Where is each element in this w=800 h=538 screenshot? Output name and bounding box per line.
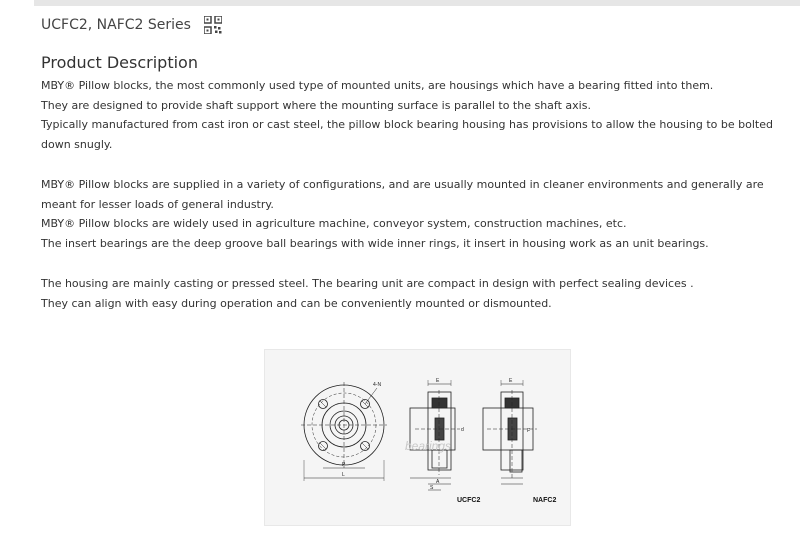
dim-a-label: A bbox=[436, 479, 440, 485]
dim-e-label-nafc2: E bbox=[509, 378, 513, 384]
description-line: MBY® Pillow blocks, the most commonly used type of mounted units, are housings which have a bearing fitted into them. bbox=[41, 79, 714, 92]
dim-d-label: d bbox=[461, 427, 464, 433]
nafc2-label: NAFC2 bbox=[533, 497, 557, 504]
top-bar bbox=[34, 0, 800, 6]
qr-code-icon[interactable] bbox=[204, 16, 222, 34]
ucfc2-label: UCFC2 bbox=[457, 497, 481, 504]
dim-f-label: F bbox=[527, 428, 531, 434]
description-line: The housing are mainly casting or pressed steel. The bearing unit are compact in design with perfect sealing devices . bbox=[41, 277, 694, 290]
description-line: Typically manufactured from cast iron or cast steel, the pillow block bearing housing has provisions to allow the housing to be bolted down snugly. bbox=[41, 118, 773, 151]
description-line: They can align with easy during operation and can be conveniently mounted or dismounted. bbox=[41, 296, 552, 310]
description-line: MBY® Pillow blocks are supplied in a variety of configurations, and are usually mounted in cleaner environments and generally are meant for lesser loads of general industry. bbox=[41, 178, 764, 211]
technical-drawing bbox=[264, 349, 571, 526]
dim-l-label: L bbox=[342, 472, 345, 478]
dim-p-label: P bbox=[342, 462, 346, 468]
ucfc2-side-view bbox=[410, 380, 460, 490]
dim-e-label: E bbox=[436, 378, 440, 384]
description-line: They are designed to provide shaft support where the mounting surface is parallel to the shaft axis. bbox=[41, 98, 591, 112]
dim-n-label: 4-N bbox=[373, 382, 382, 388]
description-paragraph-2 bbox=[41, 175, 796, 253]
dim-s-label: S bbox=[430, 485, 434, 491]
description-line: MBY® Pillow blocks are widely used in agriculture machine, conveyor system, construction machines, etc. bbox=[41, 217, 627, 230]
product-description-title: Product Description bbox=[41, 53, 198, 72]
series-title: UCFC2, NAFC2 Series bbox=[41, 17, 191, 33]
description-paragraph-3 bbox=[41, 274, 796, 313]
description-paragraph-1 bbox=[41, 76, 796, 154]
description-line: The insert bearings are the deep groove ball bearings with wide inner rings, it insert in housing work as an unit bearings. bbox=[41, 236, 709, 250]
watermark: bearings bbox=[405, 439, 452, 453]
